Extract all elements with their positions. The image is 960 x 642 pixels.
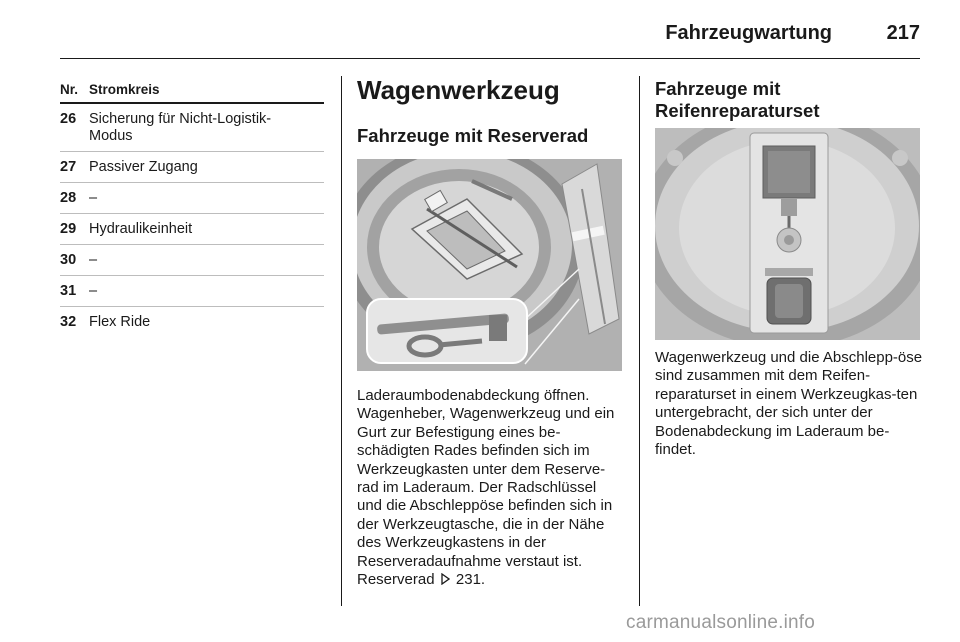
fuse-number: 28	[60, 190, 77, 206]
tire-repair-kit-illustration	[655, 128, 920, 340]
cross-reference-page: 231.	[455, 571, 486, 589]
fuse-circuit: Hydraulikeinheit	[89, 221, 193, 237]
fuse-circuit: –	[89, 283, 98, 299]
fuse-table	[60, 80, 324, 337]
section-heading: Wagenwerkzeug	[357, 75, 560, 105]
fuse-circuit: –	[89, 252, 98, 268]
page-number: 217	[886, 22, 920, 44]
fuse-circuit: –	[89, 190, 98, 206]
cross-reference-icon	[441, 573, 450, 585]
fuse-number: 27	[60, 159, 77, 175]
fuse-table-header	[60, 80, 324, 104]
spare-wheel-text: Laderaumbodenabdeckung öffnen. Wagenheber, Wagenwerkzeug und ein Gurt zur Befestigung eines be-schädigten Rades befinden sich im Werkzeugkasten unter dem Reserve-rad im Laderaum. Der Radschlüssel und die Abschleppöse befinden sich in der Werkzeugtasche, die in der Nähe des Werkzeugkastens in der Reserveradaufnahme verstaut ist.	[357, 387, 615, 570]
column-divider-left	[341, 76, 342, 606]
repair-kit-heading-line1: Fahrzeuge mit	[655, 78, 781, 99]
fuse-circuit: Flex Ride	[89, 314, 151, 330]
fuse-number: 31	[60, 283, 77, 299]
watermark: carmanualsonline.info	[626, 612, 816, 633]
page-header	[60, 18, 920, 59]
tools-section	[357, 74, 625, 147]
table-row	[60, 104, 324, 152]
table-row	[60, 214, 324, 245]
column-divider-right	[639, 76, 640, 606]
repair-kit-description	[655, 349, 923, 459]
fuse-number: 29	[60, 221, 77, 237]
table-row	[60, 307, 324, 337]
table-row	[60, 245, 324, 276]
section-title: Fahrzeugwartung	[665, 22, 832, 44]
col-header-number: Nr.	[60, 82, 79, 97]
repair-kit-heading	[655, 78, 920, 122]
fuse-circuit: Passiver Zugang	[89, 159, 198, 175]
table-row	[60, 276, 324, 307]
fuse-number: 30	[60, 252, 77, 268]
repair-kit-heading-line2: Reifenreparaturset	[655, 100, 820, 121]
col-header-circuit: Stromkreis	[89, 82, 160, 97]
spare-wheel-tools-illustration	[357, 159, 622, 371]
spare-wheel-heading: Fahrzeuge mit Reserverad	[357, 125, 589, 146]
repair-kit-text: Wagenwerkzeug und die Abschlepp-öse sind zusammen mit dem Reifen-reparaturset in einem Werkzeugkas-ten untergebracht, der sich unter der Bodenabdeckung im Laderaum be-findet.	[655, 349, 923, 459]
table-row	[60, 183, 324, 214]
table-row	[60, 152, 324, 183]
fuse-circuit: Sicherung für Nicht-Logistik-Modus	[89, 111, 272, 144]
spare-wheel-description	[357, 387, 625, 589]
fuse-number: 32	[60, 314, 77, 330]
cross-reference-label: Reserverad	[357, 571, 435, 589]
fuse-number: 26	[60, 111, 77, 127]
cross-reference[interactable]	[357, 571, 625, 589]
